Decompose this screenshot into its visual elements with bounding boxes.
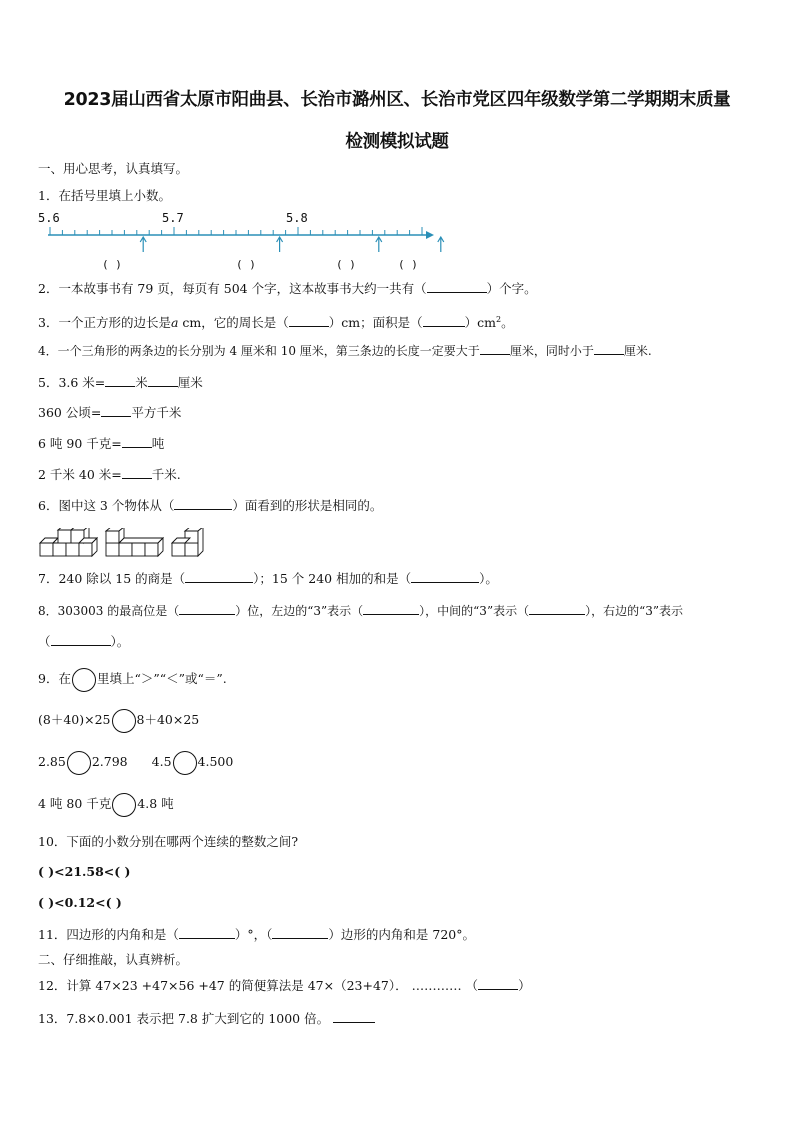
compare-circle[interactable] (67, 751, 91, 775)
answer-blank[interactable] (148, 374, 178, 387)
question-9-text-a: 9．在 (38, 671, 71, 686)
question-3-text-d: ）cm (464, 315, 496, 331)
answer-blank[interactable] (101, 404, 131, 417)
up-arrow-icon (140, 237, 146, 252)
question-9-row-2 (38, 749, 233, 775)
answer-blank[interactable] (272, 926, 328, 939)
number-line-arrowhead (426, 231, 434, 239)
question-8-line-1 (38, 602, 683, 620)
answer-blank[interactable] (411, 570, 479, 583)
question-8-line-2 (38, 633, 129, 651)
question-2-text-b: ）个字。 (486, 281, 537, 296)
question-8-text-d: ），右边的“3”表示 (585, 604, 683, 618)
question-10-row-1: ( )<21.58<( ) (38, 864, 131, 879)
question-7-text-c: ）。 (479, 571, 498, 586)
number-line-label-2: 5.7 (162, 211, 184, 225)
expr-right-2: 2.798 (91, 754, 128, 769)
section-heading-1: 一、用心思考，认真填写。 (38, 161, 189, 176)
answer-blank[interactable] (105, 374, 135, 387)
answer-blank[interactable] (423, 314, 465, 327)
compare-circle[interactable] (72, 668, 96, 692)
question-5-text-b: 米 (135, 375, 148, 390)
answer-blank[interactable] (289, 314, 329, 327)
question-2-text-a: 2．一本故事书有 79 页，每页有 504 个字，这本故事书大约一共有（ (38, 281, 427, 296)
question-3-text-a: 3．一个正方形的边长是 (38, 315, 171, 331)
question-4 (38, 342, 652, 360)
answer-blank[interactable] (179, 602, 235, 615)
question-5-text-h: 2 千米 40 米= (38, 467, 122, 482)
up-arrow-icon (438, 237, 444, 252)
expr-right-3: 4.500 (197, 754, 234, 769)
number-line-ticks (50, 227, 422, 235)
question-3-text-b: ，它的周长是（ (201, 315, 289, 331)
answer-slot-3: ( ) (336, 258, 356, 271)
question-4-text-b: 厘米，同时小于 (509, 344, 594, 358)
compare-circle[interactable] (173, 751, 197, 775)
number-line-label-1: 5.6 (38, 211, 60, 225)
answer-blank[interactable] (594, 342, 624, 355)
question-6-text-a: 6．图中这 3 个物体从（ (38, 498, 175, 513)
question-7 (38, 570, 498, 588)
question-8-text-a: 8．303003 的最高位是（ (38, 604, 180, 618)
answer-blank[interactable] (51, 633, 111, 646)
page-title-line1: 2023届山西省太原市阳曲县、长治市潞州区、长治市党区四年级数学第二学期期末质量 (63, 90, 731, 110)
answer-blank[interactable] (122, 435, 152, 448)
question-7-text-b: ）；15 个 240 相加的和是（ (253, 571, 412, 586)
question-3 (38, 311, 514, 332)
question-2 (38, 280, 537, 298)
question-5-text-c: 厘米 (177, 375, 203, 390)
question-3-text-c: ）cm；面积是（ (328, 315, 423, 331)
answer-blank[interactable] (529, 602, 585, 615)
question-11 (38, 926, 475, 944)
up-arrow-icon (376, 237, 382, 252)
cube-figure-2 (106, 528, 163, 556)
expr-left-1: (8＋40)×25 (38, 712, 111, 727)
question-4-text-a: 4．一个三角形的两条边的长分别为 4 厘米和 10 厘米，第三条边的长度一定要大于 (38, 344, 480, 358)
question-11-text-a: 11．四边形的内角和是（ (38, 927, 179, 942)
question-5-text-f: 6 吨 90 千克= (38, 436, 122, 451)
compare-circle[interactable] (112, 709, 136, 733)
question-3-text-e: 。 (501, 315, 514, 331)
question-9-row-1 (38, 707, 199, 733)
answer-blank[interactable] (122, 466, 152, 479)
question-10: 10．下面的小数分别在哪两个连续的整数之间? (38, 834, 299, 849)
question-7-text-a: 7．240 除以 15 的商是（ (38, 571, 186, 586)
up-arrow-icon (277, 237, 283, 252)
question-12-text-a: 12．计算 47×23 +47×56 +47 的简便算法是 47×（23+47）． ………… （ (38, 978, 479, 993)
question-10-row-2: ( )<0.12<( ) (38, 895, 122, 910)
answer-blank[interactable] (174, 497, 232, 510)
question-8-text-c: ），中间的“3”表示（ (419, 604, 530, 618)
question-6-text-b: ）面看到的形状是相同的。 (232, 498, 383, 513)
expr-left-3: 4.5 (151, 754, 172, 769)
question-8-text-e: （ (38, 634, 51, 649)
question-5-line-1 (38, 374, 203, 392)
question-11-text-b: ）°，（ (234, 927, 273, 942)
question-5-text-a: 5．3.6 米= (38, 375, 106, 390)
question-5-line-4 (38, 466, 181, 484)
answer-blank[interactable] (427, 280, 487, 293)
question-1: 1．在括号里填上小数。 (38, 188, 171, 203)
compare-circle[interactable] (112, 793, 136, 817)
question-8-text-b: ）位，左边的“3”表示（ (235, 604, 364, 618)
answer-blank[interactable] (363, 602, 419, 615)
answer-slot-1: ( ) (102, 258, 122, 271)
question-11-text-c: ）边形的内角和是 720°。 (328, 927, 476, 942)
answer-blank[interactable] (179, 926, 235, 939)
cube-figures (38, 528, 218, 562)
number-line-label-3: 5.8 (286, 211, 308, 225)
question-13 (38, 1010, 375, 1028)
cube-figure-1 (40, 528, 97, 556)
question-5-line-3 (38, 435, 164, 453)
answer-slot-4: ( ) (398, 258, 418, 271)
question-9-row-3 (38, 791, 174, 817)
variable-a: a (170, 315, 179, 331)
unit-cm: cm (182, 315, 202, 331)
question-9-text-b: 里填上“＞”“＜”或“＝”. (96, 671, 227, 686)
number-line (30, 208, 450, 276)
expr-left-2: 2.85 (38, 754, 66, 769)
question-5-text-g: 吨 (151, 436, 165, 451)
cube-figure-3 (172, 528, 203, 556)
question-5-text-i: 千米. (151, 467, 181, 482)
question-5-text-d: 360 公顷= (38, 405, 102, 420)
page-title-line2: 检测模拟试题 (345, 132, 449, 152)
question-4-text-c: 厘米. (623, 344, 652, 358)
answer-blank[interactable] (478, 977, 518, 990)
answer-blank[interactable] (333, 1010, 375, 1023)
superscript-2: 2 (496, 315, 502, 324)
expr-right-1: 8＋40×25 (136, 712, 200, 727)
answer-blank[interactable] (480, 342, 510, 355)
expr-right-4: 4.8 吨 (137, 796, 174, 811)
question-8-text-f: ）。 (110, 634, 130, 649)
question-6 (38, 497, 382, 515)
question-12 (38, 977, 531, 995)
question-9 (38, 666, 227, 692)
expr-left-4: 4 吨 80 千克 (38, 796, 112, 811)
question-5-text-e: 平方千米 (131, 405, 182, 420)
answer-slot-2: ( ) (236, 258, 256, 271)
section-heading-2: 二、仔细推敲，认真辨析。 (38, 952, 189, 967)
question-13-text-a: 13．7.8×0.001 表示把 7.8 扩大到它的 1000 倍。 (38, 1011, 330, 1026)
answer-blank[interactable] (185, 570, 253, 583)
question-5-line-2 (38, 404, 181, 422)
question-12-text-b: ） (518, 978, 531, 993)
number-line-arrows (140, 237, 444, 252)
